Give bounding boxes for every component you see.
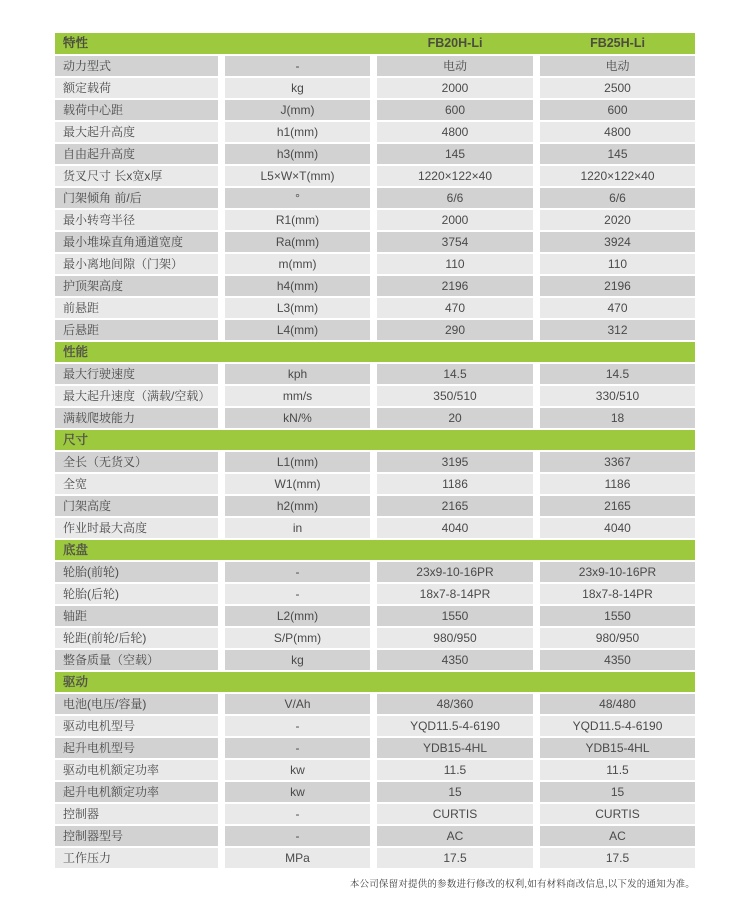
header-model-fb20: FB20H-Li — [427, 36, 483, 50]
spec-label-cell: 起升电机额定功率 — [55, 782, 218, 802]
spec-row — [55, 584, 695, 604]
spec-value-fb25: 2196 — [540, 276, 695, 296]
spec-unit-cell: kg — [225, 78, 370, 98]
spec-row — [55, 210, 695, 230]
spec-value-fb20: 1550 — [377, 606, 533, 626]
spec-value-fb25: YQD11.5-4-6190 — [540, 716, 695, 736]
spec-row — [55, 738, 695, 758]
spec-unit-cell: MPa — [225, 848, 370, 868]
spec-label-cell: 门架高度 — [55, 496, 218, 516]
spec-unit-cell: Ra(mm) — [225, 232, 370, 252]
spec-label-cell: 动力型式 — [55, 56, 218, 76]
spec-unit-cell: - — [225, 826, 370, 846]
spec-unit-cell: L5×W×T(mm) — [225, 166, 370, 186]
spec-table — [55, 33, 695, 868]
spec-value-fb25: CURTIS — [540, 804, 695, 824]
spec-unit-cell: in — [225, 518, 370, 538]
spec-row — [55, 518, 695, 538]
spec-label-cell: 控制器 — [55, 804, 218, 824]
spec-value-fb20: 14.5 — [377, 364, 533, 384]
header-feature-label: 特性 — [63, 36, 89, 50]
spec-value-fb25: 3367 — [540, 452, 695, 472]
spec-row — [55, 56, 695, 76]
spec-value-fb20: 350/510 — [377, 386, 533, 406]
spec-value-fb25: 4350 — [540, 650, 695, 670]
spec-unit-cell: m(mm) — [225, 254, 370, 274]
spec-unit-cell: - — [225, 584, 370, 604]
spec-unit-cell: - — [225, 56, 370, 76]
spec-value-fb20: CURTIS — [377, 804, 533, 824]
spec-label-cell: 控制器型号 — [55, 826, 218, 846]
spec-value-fb20: 48/360 — [377, 694, 533, 714]
spec-value-fb25: 18 — [540, 408, 695, 428]
spec-label-cell: 载荷中心距 — [55, 100, 218, 120]
spec-unit-cell: L1(mm) — [225, 452, 370, 472]
spec-unit-cell: h2(mm) — [225, 496, 370, 516]
spec-row — [55, 804, 695, 824]
spec-value-fb20: 145 — [377, 144, 533, 164]
spec-unit-cell: - — [225, 804, 370, 824]
spec-label-cell: 最大行驶速度 — [55, 364, 218, 384]
spec-label-cell: 护顶架高度 — [55, 276, 218, 296]
spec-value-fb20: 4040 — [377, 518, 533, 538]
spec-row — [55, 364, 695, 384]
header-model-fb25: FB25H-Li — [590, 36, 645, 50]
spec-value-fb25: 2165 — [540, 496, 695, 516]
spec-row — [55, 760, 695, 780]
spec-value-fb20: 4350 — [377, 650, 533, 670]
spec-value-fb25: 2500 — [540, 78, 695, 98]
spec-value-fb25: 18x7-8-14PR — [540, 584, 695, 604]
spec-unit-cell: kg — [225, 650, 370, 670]
spec-label-cell: 最小堆垛直角通道宽度 — [55, 232, 218, 252]
spec-label-cell: 全宽 — [55, 474, 218, 494]
spec-row — [55, 562, 695, 582]
spec-row — [55, 474, 695, 494]
spec-label-cell: 轮胎(前轮) — [55, 562, 218, 582]
spec-label-cell: 货叉尺寸 长x宽x厚 — [55, 166, 218, 186]
spec-row — [55, 166, 695, 186]
spec-value-fb20: 2165 — [377, 496, 533, 516]
spec-value-fb25: 145 — [540, 144, 695, 164]
spec-row — [55, 100, 695, 120]
spec-label-cell: 轮胎(后轮) — [55, 584, 218, 604]
spec-unit-cell: - — [225, 716, 370, 736]
spec-unit-cell: L4(mm) — [225, 320, 370, 340]
spec-row — [55, 452, 695, 472]
spec-unit-cell: V/Ah — [225, 694, 370, 714]
spec-label-cell: 驱动电机额定功率 — [55, 760, 218, 780]
spec-value-fb25: 23x9-10-16PR — [540, 562, 695, 582]
spec-row — [55, 716, 695, 736]
spec-label-cell: 最大起升速度（满载/空载） — [55, 386, 218, 406]
spec-value-fb25: 14.5 — [540, 364, 695, 384]
spec-row — [55, 298, 695, 318]
spec-row — [55, 276, 695, 296]
spec-unit-cell: h4(mm) — [225, 276, 370, 296]
spec-row — [55, 650, 695, 670]
spec-value-fb20: 18x7-8-14PR — [377, 584, 533, 604]
spec-unit-cell: S/P(mm) — [225, 628, 370, 648]
section-bar-1: 性能 — [55, 342, 695, 362]
spec-value-fb25: 6/6 — [540, 188, 695, 208]
section-bar-3: 底盘 — [55, 540, 695, 560]
spec-value-fb20: 2000 — [377, 78, 533, 98]
spec-value-fb20: 290 — [377, 320, 533, 340]
spec-row — [55, 782, 695, 802]
spec-row — [55, 144, 695, 164]
spec-label-cell: 电池(电压/容量) — [55, 694, 218, 714]
spec-unit-cell: - — [225, 562, 370, 582]
spec-value-fb25: 600 — [540, 100, 695, 120]
spec-row — [55, 408, 695, 428]
spec-row — [55, 78, 695, 98]
spec-value-fb20: 6/6 — [377, 188, 533, 208]
spec-value-fb20: AC — [377, 826, 533, 846]
spec-label-cell: 起升电机型号 — [55, 738, 218, 758]
spec-row — [55, 694, 695, 714]
spec-unit-cell: - — [225, 738, 370, 758]
spec-unit-cell: R1(mm) — [225, 210, 370, 230]
spec-value-fb20: 11.5 — [377, 760, 533, 780]
spec-value-fb20: YDB15-4HL — [377, 738, 533, 758]
spec-unit-cell: L2(mm) — [225, 606, 370, 626]
spec-value-fb20: 4800 — [377, 122, 533, 142]
spec-unit-cell: kw — [225, 760, 370, 780]
spec-unit-cell: h1(mm) — [225, 122, 370, 142]
spec-unit-cell: ° — [225, 188, 370, 208]
spec-value-fb25: 470 — [540, 298, 695, 318]
spec-unit-cell: kph — [225, 364, 370, 384]
spec-value-fb25: 110 — [540, 254, 695, 274]
spec-label-cell: 作业时最大高度 — [55, 518, 218, 538]
spec-value-fb20: 1186 — [377, 474, 533, 494]
spec-row — [55, 232, 695, 252]
spec-row — [55, 188, 695, 208]
spec-value-fb25: AC — [540, 826, 695, 846]
spec-row — [55, 826, 695, 846]
spec-value-fb20: 20 — [377, 408, 533, 428]
spec-value-fb20: 3754 — [377, 232, 533, 252]
spec-value-fb20: 470 — [377, 298, 533, 318]
spec-row — [55, 254, 695, 274]
spec-value-fb20: 1220×122×40 — [377, 166, 533, 186]
spec-label-cell: 轴距 — [55, 606, 218, 626]
spec-unit-cell: J(mm) — [225, 100, 370, 120]
spec-value-fb25: 1550 — [540, 606, 695, 626]
spec-value-fb25: 2020 — [540, 210, 695, 230]
spec-value-fb20: 17.5 — [377, 848, 533, 868]
spec-value-fb25: 980/950 — [540, 628, 695, 648]
spec-row — [55, 606, 695, 626]
spec-label-cell: 最大起升高度 — [55, 122, 218, 142]
spec-value-fb20: 110 — [377, 254, 533, 274]
spec-label-cell: 额定载荷 — [55, 78, 218, 98]
spec-value-fb20: 15 — [377, 782, 533, 802]
spec-unit-cell: L3(mm) — [225, 298, 370, 318]
spec-label-cell: 全长（无货叉） — [55, 452, 218, 472]
spec-label-cell: 满载爬坡能力 — [55, 408, 218, 428]
spec-value-fb20: 2000 — [377, 210, 533, 230]
spec-value-fb25: 11.5 — [540, 760, 695, 780]
spec-value-fb20: YQD11.5-4-6190 — [377, 716, 533, 736]
spec-value-fb25: 1220×122×40 — [540, 166, 695, 186]
spec-value-fb25: YDB15-4HL — [540, 738, 695, 758]
spec-value-fb20: 23x9-10-16PR — [377, 562, 533, 582]
spec-label-cell: 驱动电机型号 — [55, 716, 218, 736]
spec-value-fb25: 17.5 — [540, 848, 695, 868]
spec-label-cell: 最小离地间隙（门架） — [55, 254, 218, 274]
spec-value-fb20: 3195 — [377, 452, 533, 472]
spec-row — [55, 386, 695, 406]
spec-value-fb25: 电动 — [540, 56, 695, 76]
spec-row — [55, 496, 695, 516]
spec-value-fb20: 600 — [377, 100, 533, 120]
spec-value-fb25: 15 — [540, 782, 695, 802]
table-header-row — [55, 33, 695, 54]
spec-value-fb25: 4800 — [540, 122, 695, 142]
spec-label-cell: 工作压力 — [55, 848, 218, 868]
header-unit-spacer — [225, 33, 370, 54]
spec-label-cell: 前悬距 — [55, 298, 218, 318]
spec-value-fb25: 4040 — [540, 518, 695, 538]
spec-row — [55, 848, 695, 868]
spec-value-fb25: 3924 — [540, 232, 695, 252]
spec-unit-cell: kN/% — [225, 408, 370, 428]
spec-label-cell: 门架倾角 前/后 — [55, 188, 218, 208]
spec-row — [55, 320, 695, 340]
spec-label-cell: 自由起升高度 — [55, 144, 218, 164]
spec-value-fb25: 48/480 — [540, 694, 695, 714]
spec-value-fb20: 980/950 — [377, 628, 533, 648]
spec-unit-cell: W1(mm) — [225, 474, 370, 494]
section-bar-2: 尺寸 — [55, 430, 695, 450]
spec-label-cell: 整备质量（空载） — [55, 650, 218, 670]
spec-value-fb20: 电动 — [377, 56, 533, 76]
spec-value-fb20: 2196 — [377, 276, 533, 296]
spec-value-fb25: 312 — [540, 320, 695, 340]
spec-label-cell: 后悬距 — [55, 320, 218, 340]
spec-value-fb25: 1186 — [540, 474, 695, 494]
spec-value-fb25: 330/510 — [540, 386, 695, 406]
spec-label-cell: 轮距(前轮/后轮) — [55, 628, 218, 648]
spec-row — [55, 628, 695, 648]
section-bar-4: 驱动 — [55, 672, 695, 692]
spec-label-cell: 最小转弯半径 — [55, 210, 218, 230]
spec-unit-cell: kw — [225, 782, 370, 802]
spec-unit-cell: h3(mm) — [225, 144, 370, 164]
footer-disclaimer: 本公司保留对提供的参数进行修改的权利,如有材料商改信息,以下发的通知为准。 — [349, 879, 695, 890]
spec-row — [55, 122, 695, 142]
spec-unit-cell: mm/s — [225, 386, 370, 406]
